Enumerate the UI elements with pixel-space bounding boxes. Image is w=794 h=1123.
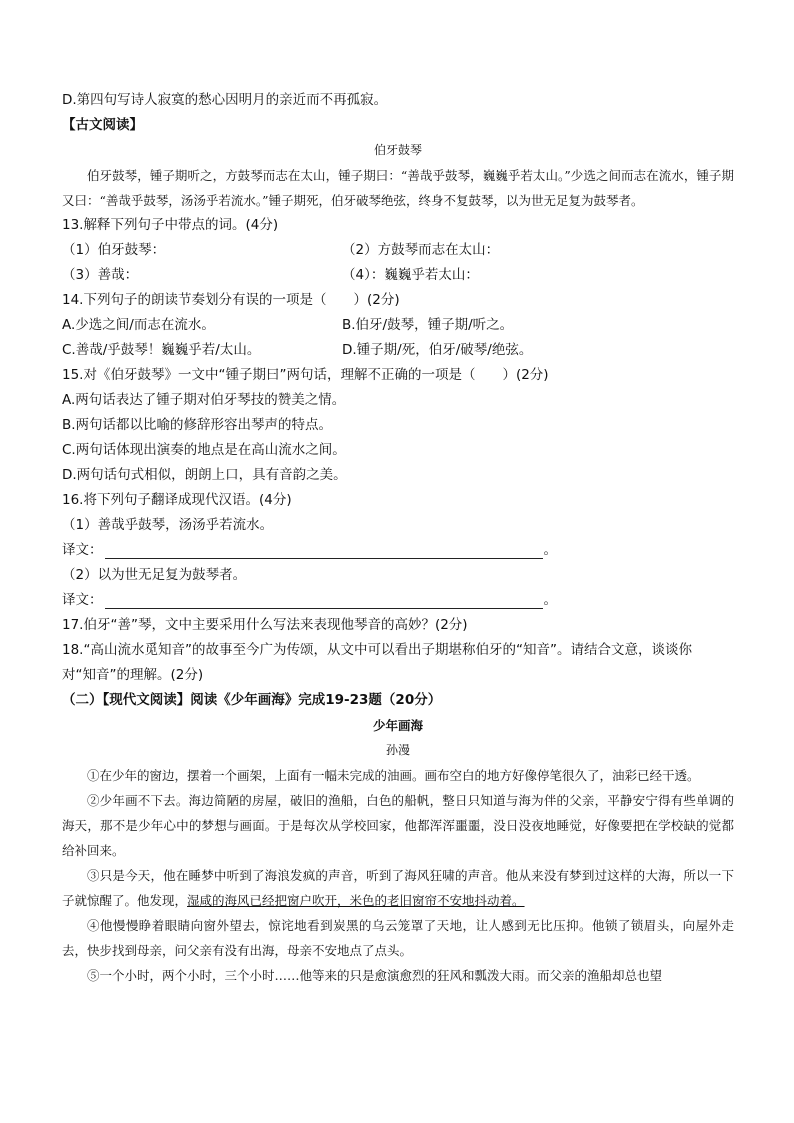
q15-option-b: B.两句话都以比喻的修辞形容出琴声的特点。 (62, 417, 333, 433)
q16-answer-row-1 (62, 538, 734, 563)
translation-label: 译文： (62, 592, 103, 608)
translation-label: 译文： (62, 542, 103, 558)
answer-blank-2[interactable] (105, 592, 543, 609)
q13-item-2: （2）方鼓琴而志在太山： (342, 242, 500, 258)
underlined-sentence: 湿咸的海风已经把窗户吹开，米色的老旧窗帘不安地抖动着。 (187, 893, 525, 908)
q14-option-b: B.伯牙/鼓琴，锺子期/听之。 (342, 317, 514, 333)
q14-option-d: D.锺子期/死，伯牙/破琴/绝弦。 (342, 342, 533, 358)
paragraph-3-text: ③只是今天，他在睡梦中听到了海浪发疯的声音，听到了海风狂啸的声音。他从来没有梦到过这样的大海，所以一下子就惊醒了。他发现， (62, 868, 734, 908)
q16-stem: 16.将下列句子翻译成现代汉语。(4分) (62, 492, 292, 508)
q16-sentence-2: （2）以为世无足复为鼓琴者。 (62, 567, 247, 583)
q13-item-4: （4）：巍巍乎若太山： (342, 267, 479, 283)
document-page (62, 88, 734, 988)
q14-option-a: A.少选之间/而志在流水。 (62, 317, 215, 333)
q14-stem: 14.下列句子的朗读节奏划分有误的一项是（ ）(2分) (62, 292, 400, 308)
q15-stem: 15.对《伯牙鼓琴》一文中“锺子期曰”两句话，理解不正确的一项是（ ）(2分) (62, 367, 549, 383)
q16-answer-row-2 (62, 588, 734, 613)
q18-stem-line-1: 18.“高山流水觅知音”的故事至今广为传颂，从文中可以看出子期堪称伯牙的“知音”。请结合文意，谈谈你 (62, 642, 692, 658)
modern-section-heading: （二）【现代文阅读】阅读《少年画海》完成19-23题（20分） (62, 692, 442, 708)
classical-title: 伯牙鼓琴 (373, 143, 422, 157)
poem-option-d: D.第四句写诗人寂寞的愁心因明月的亲近而不再孤寂。 (62, 92, 388, 108)
answer-end-mark: 。 (543, 592, 557, 608)
modern-title: 少年画海 (372, 718, 423, 733)
q15-option-d: D.两句话句式相似，朗朗上口，具有音韵之美。 (62, 467, 347, 483)
q15-option-c: C.两句话体现出演奏的地点是在高山流水之间。 (62, 442, 346, 458)
q14-option-c: C.善哉/乎鼓琴！巍巍乎若/太山。 (62, 342, 261, 358)
q13-stem: 13.解释下列句子中带点的词。(4分) (62, 217, 279, 233)
paragraph-5: ⑤一个小时，两个小时，三个小时……他等来的只是愈演愈烈的狂风和瓢泼大雨。而父亲的渔船却总也望 (87, 968, 663, 983)
classical-text: 伯牙鼓琴，锺子期听之，方鼓琴而志在太山，锺子期曰：“善哉乎鼓琴，巍巍乎若太山。”少选之间而志在流水，锺子期又曰：“善哉乎鼓琴，汤汤乎若流水。”锺子期死，伯牙破琴绝弦，终身不复鼓琴，以为世无足复为鼓琴者。 (62, 168, 734, 208)
q18-stem-line-2: 对“知音”的理解。(2分) (62, 667, 204, 683)
answer-end-mark: 。 (543, 542, 557, 558)
q16-sentence-1: （1）善哉乎鼓琴，汤汤乎若流水。 (62, 517, 274, 533)
q13-item-1: （1）伯牙鼓琴： (62, 242, 166, 258)
paragraph-4: ④他慢慢睁着眼睛向窗外望去，惊诧地看到炭黑的乌云笼罩了天地，让人感到无比压抑。他锁了锁眉头，向屋外走去，快步找到母亲，问父亲有没有出海，母亲不安地点了点头。 (62, 918, 734, 958)
q13-row-1 (62, 238, 734, 263)
paragraph-3 (62, 863, 734, 913)
answer-blank-1[interactable] (105, 542, 543, 559)
modern-author: 孙漫 (385, 743, 410, 757)
q15-option-a: A.两句话表达了锺子期对伯牙琴技的赞美之情。 (62, 392, 346, 408)
paragraph-2: ②少年画不下去。海边简陋的房屋，破旧的渔船，白色的船帆，整日只知道与海为伴的父亲，平静安宁得有些单调的海天，那不是少年心中的梦想与画面。于是每次从学校回家，他都浑浑噩噩，没日没夜地睡觉，好像要把在学校缺的觉都给补回来。 (62, 793, 734, 858)
classical-section-heading: 【古文阅读】 (62, 117, 143, 133)
q17-stem: 17.伯牙“善”琴，文中主要采用什么写法来表现他琴音的高妙？(2分) (62, 617, 468, 633)
q13-row-2 (62, 263, 734, 288)
q14-row-2 (62, 338, 734, 363)
paragraph-1: ①在少年的窗边，摆着一个画架，上面有一幅未完成的油画。画布空白的地方好像停笔很久了，油彩已经干透。 (87, 768, 700, 783)
q14-row-1 (62, 313, 734, 338)
q13-item-3: （3）善哉： (62, 267, 139, 283)
